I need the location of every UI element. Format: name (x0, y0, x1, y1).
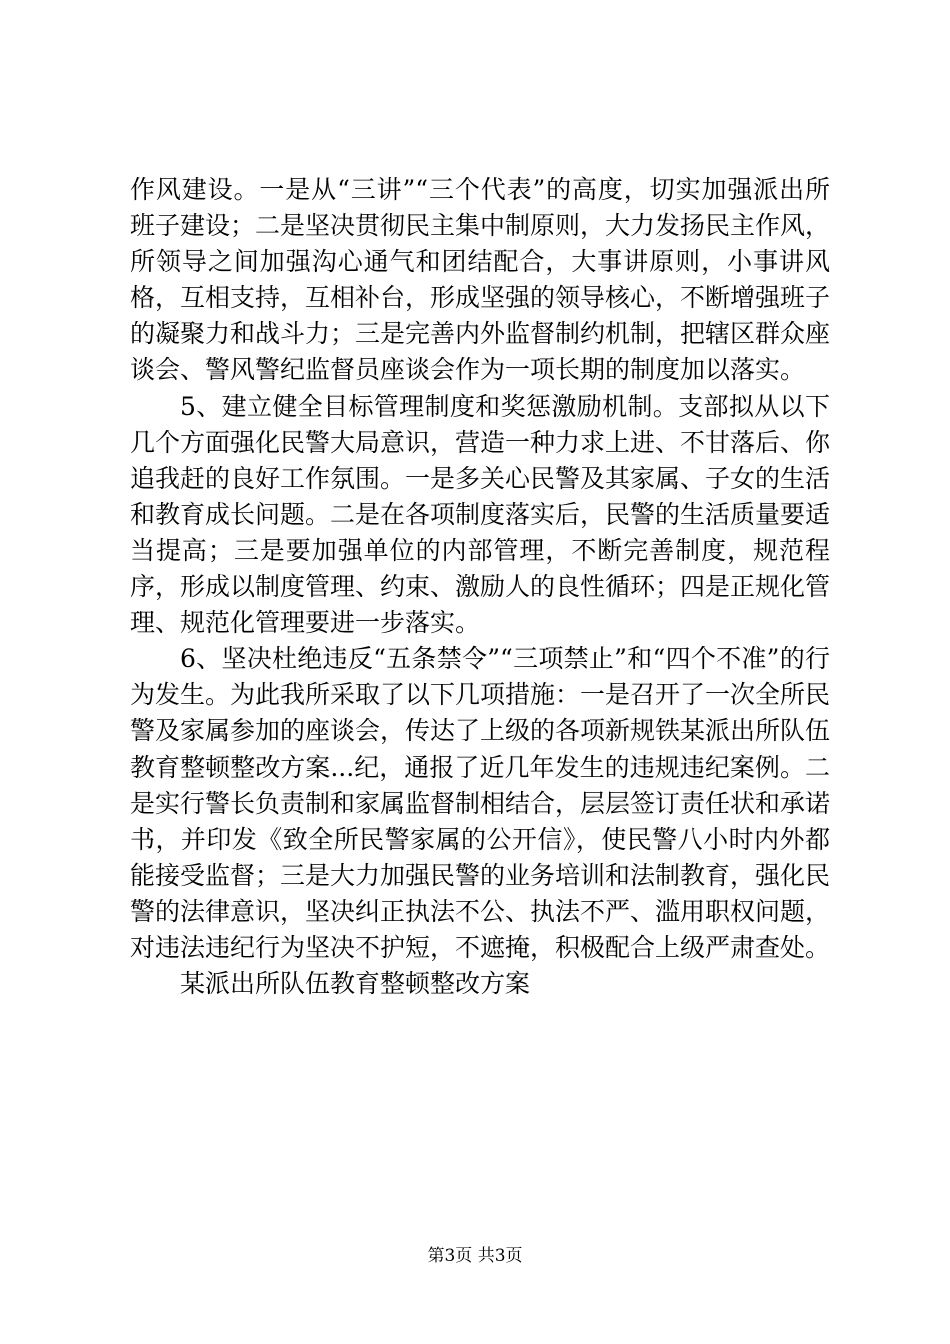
document-body (130, 172, 830, 1002)
page-number-footer: 第3页 共3页 (427, 1246, 523, 1266)
paragraph-item-6: 6、坚决杜绝违反“五条禁令”“三项禁止”和“四个不准”的行为发生。为此我所采取了以下几项措施：一是召开了一次全所民警及家属参加的座谈会，传达了上级的各项新规铁某派出所队伍教育整顿整改方案...纪，通报了近几年发生的违规违纪案例。二是实行警长负责制和家属监督制相结合，层层签订责任状和承诺书，并印发《致全所民警家属的公开信》，使民警八小时内外都能接受监督；三是大力加强民警的业务培训和法制教育，强化民警的法律意识，坚决纠正执法不公、执法不严、滥用职权问题，对违法违纪行为坚决不护短，不遮掩，积极配合上级严肃查处。 (130, 644, 831, 962)
paragraph-closing-title: 某派出所队伍教育整顿整改方案 (180, 969, 531, 999)
paragraph-work-style: 作风建设。一是从“三讲”“三个代表”的高度，切实加强派出所班子建设；二是坚决贯彻民主集中制原则，大力发扬民主作风，所领导之间加强沟心通气和团结配合，大事讲原则，小事讲风格，互相支持，互相补台，形成坚强的领导核心，不断增强班子的凝聚力和战斗力；三是完善内外监督制约机制，把辖区群众座谈会、警风警纪监督员座谈会作为一项长期的制度加以落实。 (130, 175, 831, 385)
paragraph-item-5: 5、建立健全目标管理制度和奖惩激励机制。支部拟从以下几个方面强化民警大局意识，营造一种力求上进、不甘落后、你追我赶的良好工作氛围。一是多关心民警及其家属、子女的生活和教育成长问题。二是在各项制度落实后，民警的生活质量要适当提高；三是要加强单位的内部管理，不断完善制度，规范程序，形成以制度管理、约束、激励人的良性循环；四是正规化管理、规范化管理要进一步落实。 (130, 391, 831, 638)
